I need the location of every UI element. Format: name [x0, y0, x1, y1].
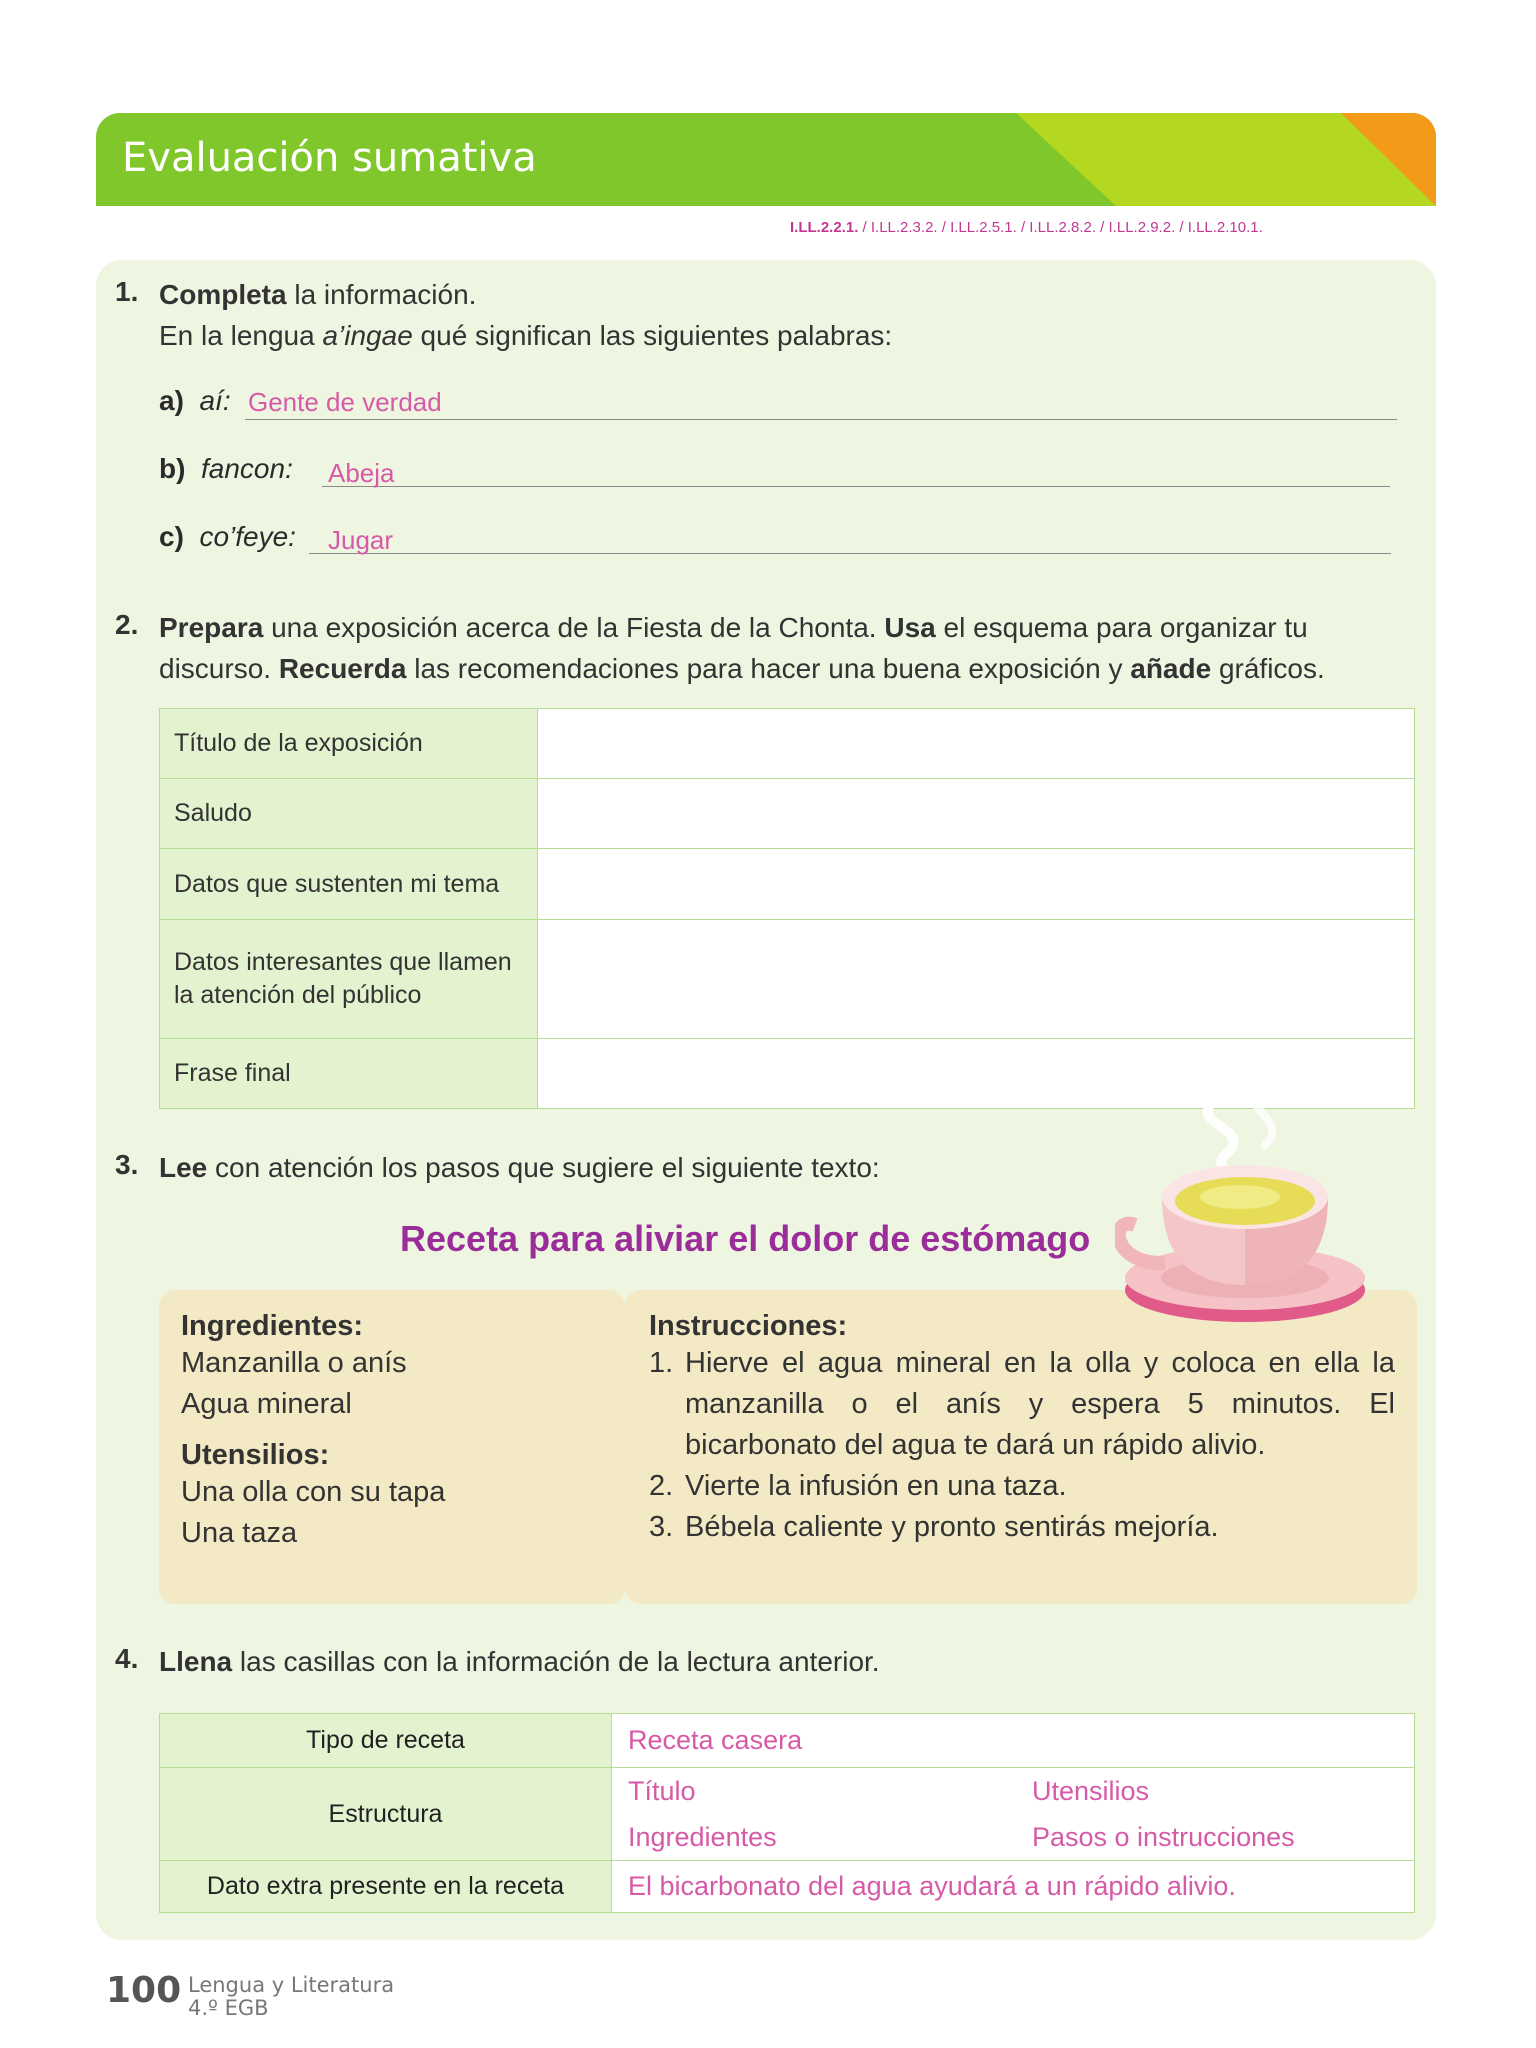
header-bar [96, 113, 1436, 206]
q1-item-b [159, 453, 293, 485]
dua-title: DUA [1155, 14, 1225, 48]
q2-text: una exposición acerca de la Fiesta de la Chonta. [263, 612, 885, 643]
item-word: co’feye: [199, 521, 296, 552]
q2-text: el esquema para organizar tu discurso. [159, 612, 1308, 684]
q1-rest: la información. [286, 279, 477, 310]
q1-line2a: En la lengua [159, 320, 323, 351]
q2-text: las recomendaciones para hacer una buena exposición y [406, 653, 1131, 684]
page-title: Evaluación sumativa [122, 135, 537, 181]
structure-item: Pasos o instrucciones [1032, 1822, 1295, 1852]
row-input[interactable] [538, 709, 1415, 779]
recipe-type-value[interactable]: Receta casera [612, 1714, 1415, 1768]
instructions-list [649, 1343, 1395, 1548]
recipe-title: Receta para aliviar el dolor de estómago [400, 1218, 1091, 1259]
ingredients-box [159, 1290, 625, 1604]
q4-verb: Llena [159, 1646, 233, 1677]
q4-number: 4. [115, 1643, 139, 1674]
q3-prompt [159, 1147, 880, 1188]
q1-prompt [159, 274, 892, 356]
indicator-main: I.LL.2.2.1. [790, 219, 859, 236]
step-number: 1. [649, 1347, 674, 1379]
item-label: a) [159, 385, 184, 416]
structure-item: Ingredientes [628, 1822, 777, 1852]
table-row [160, 1861, 1415, 1913]
indicator-rest: / I.LL.2.3.2. / I.LL.2.5.1. / I.LL.2.8.2. / I.LL.2.9.2. / I.LL.2.10.1. [858, 219, 1263, 236]
step-number: 2. [649, 1470, 674, 1502]
q2-prompt [159, 607, 1421, 689]
step-number: 3. [649, 1511, 674, 1543]
step-text: Hierve el agua mineral en la olla y coloca en ella la manzanilla o el anís y espera 5 minutos. El bicarbonato del agua te dará un rápido alivio. [685, 1347, 1395, 1461]
dua-subtitle: Acción y expresión [1063, 52, 1307, 78]
ingredients-heading: Ingredientes: [181, 1310, 364, 1342]
ingredient-item: Manzanilla o anís [181, 1347, 407, 1379]
instruction-step [649, 1343, 1395, 1466]
row-label: Tipo de receta [160, 1714, 612, 1768]
grade-label: 4.º EGB [188, 1996, 269, 2020]
row-label: Frase final [160, 1039, 538, 1109]
q2-verb-recuerda: Recuerda [278, 653, 407, 684]
row-label: Título de la exposición [160, 709, 538, 779]
item-word: aí: [199, 385, 231, 416]
utensil-item: Una taza [181, 1517, 298, 1549]
subject-label [188, 1974, 394, 2020]
ingredient-item: Agua mineral [181, 1388, 352, 1420]
row-label: Dato extra presente en la receta [160, 1861, 612, 1913]
answer-c[interactable]: Jugar [328, 525, 394, 555]
q1-item-a [159, 385, 231, 417]
q4-prompt [159, 1641, 880, 1682]
row-label: Estructura [160, 1768, 612, 1861]
extra-fact-value[interactable]: El bicarbonato del agua ayudará a un rápido alivio. [612, 1861, 1415, 1913]
utensil-item: Una olla con su tapa [181, 1476, 446, 1508]
instruction-step [649, 1466, 1395, 1507]
row-label: Saludo [160, 779, 538, 849]
answer-a[interactable]: Gente de verdad [248, 387, 442, 417]
q1-number: 1. [115, 276, 139, 307]
tea-cup-illustration [1115, 1085, 1375, 1345]
q4-rest: las casillas con la información de la lectura anterior. [232, 1646, 880, 1677]
row-input[interactable] [538, 920, 1415, 1039]
q3-rest: con atención los pasos que sugiere el siguiente texto: [207, 1152, 880, 1183]
item-word: fancon: [201, 453, 293, 484]
answer-line-b [322, 486, 1390, 487]
table-row [160, 920, 1415, 1039]
page-number: 100 [106, 1970, 182, 2011]
table-row [160, 1714, 1415, 1768]
q2-verb-prepara: Prepara [159, 612, 264, 643]
instruction-step [649, 1507, 1395, 1548]
instructions-heading: Instrucciones: [649, 1310, 848, 1342]
q2-verb-usa: Usa [884, 612, 936, 643]
recipe-analysis-table [159, 1713, 1415, 1913]
q2-number: 2. [115, 609, 139, 640]
answer-line-a [245, 419, 1397, 420]
structure-item: Utensilios [1032, 1776, 1150, 1806]
item-label: c) [159, 521, 184, 552]
step-text: Vierte la infusión en una taza. [685, 1470, 1067, 1502]
row-label: Datos interesantes que llamen la atención del público [160, 920, 538, 1039]
answer-b[interactable]: Abeja [328, 458, 395, 488]
q2-text: gráficos. [1211, 653, 1325, 684]
table-row [160, 1768, 1415, 1861]
subject-name: Lengua y Literatura [188, 1973, 395, 1997]
structure-values[interactable] [612, 1768, 1415, 1861]
q1-verb: Completa [159, 279, 287, 310]
q1-line2b: qué significan las siguientes palabras: [412, 320, 893, 351]
table-row [160, 849, 1415, 920]
q3-number: 3. [115, 1149, 139, 1180]
q3-verb: Lee [159, 1152, 208, 1183]
utensils-heading: Utensilios: [181, 1439, 330, 1471]
row-input[interactable] [538, 849, 1415, 920]
row-label: Datos que sustenten mi tema [160, 849, 538, 920]
q1-lang: a’ingae [322, 320, 413, 351]
q2-verb-anade: añade [1130, 653, 1212, 684]
row-input[interactable] [538, 779, 1415, 849]
exposition-table [159, 708, 1415, 1109]
indicators [790, 219, 1263, 236]
table-row [160, 709, 1415, 779]
item-label: b) [159, 453, 186, 484]
table-row [160, 779, 1415, 849]
answer-line-c [309, 553, 1391, 554]
q1-item-c [159, 521, 296, 553]
step-text: Bébela caliente y pronto sentirás mejoría. [685, 1511, 1219, 1543]
structure-item: Título [628, 1776, 696, 1806]
